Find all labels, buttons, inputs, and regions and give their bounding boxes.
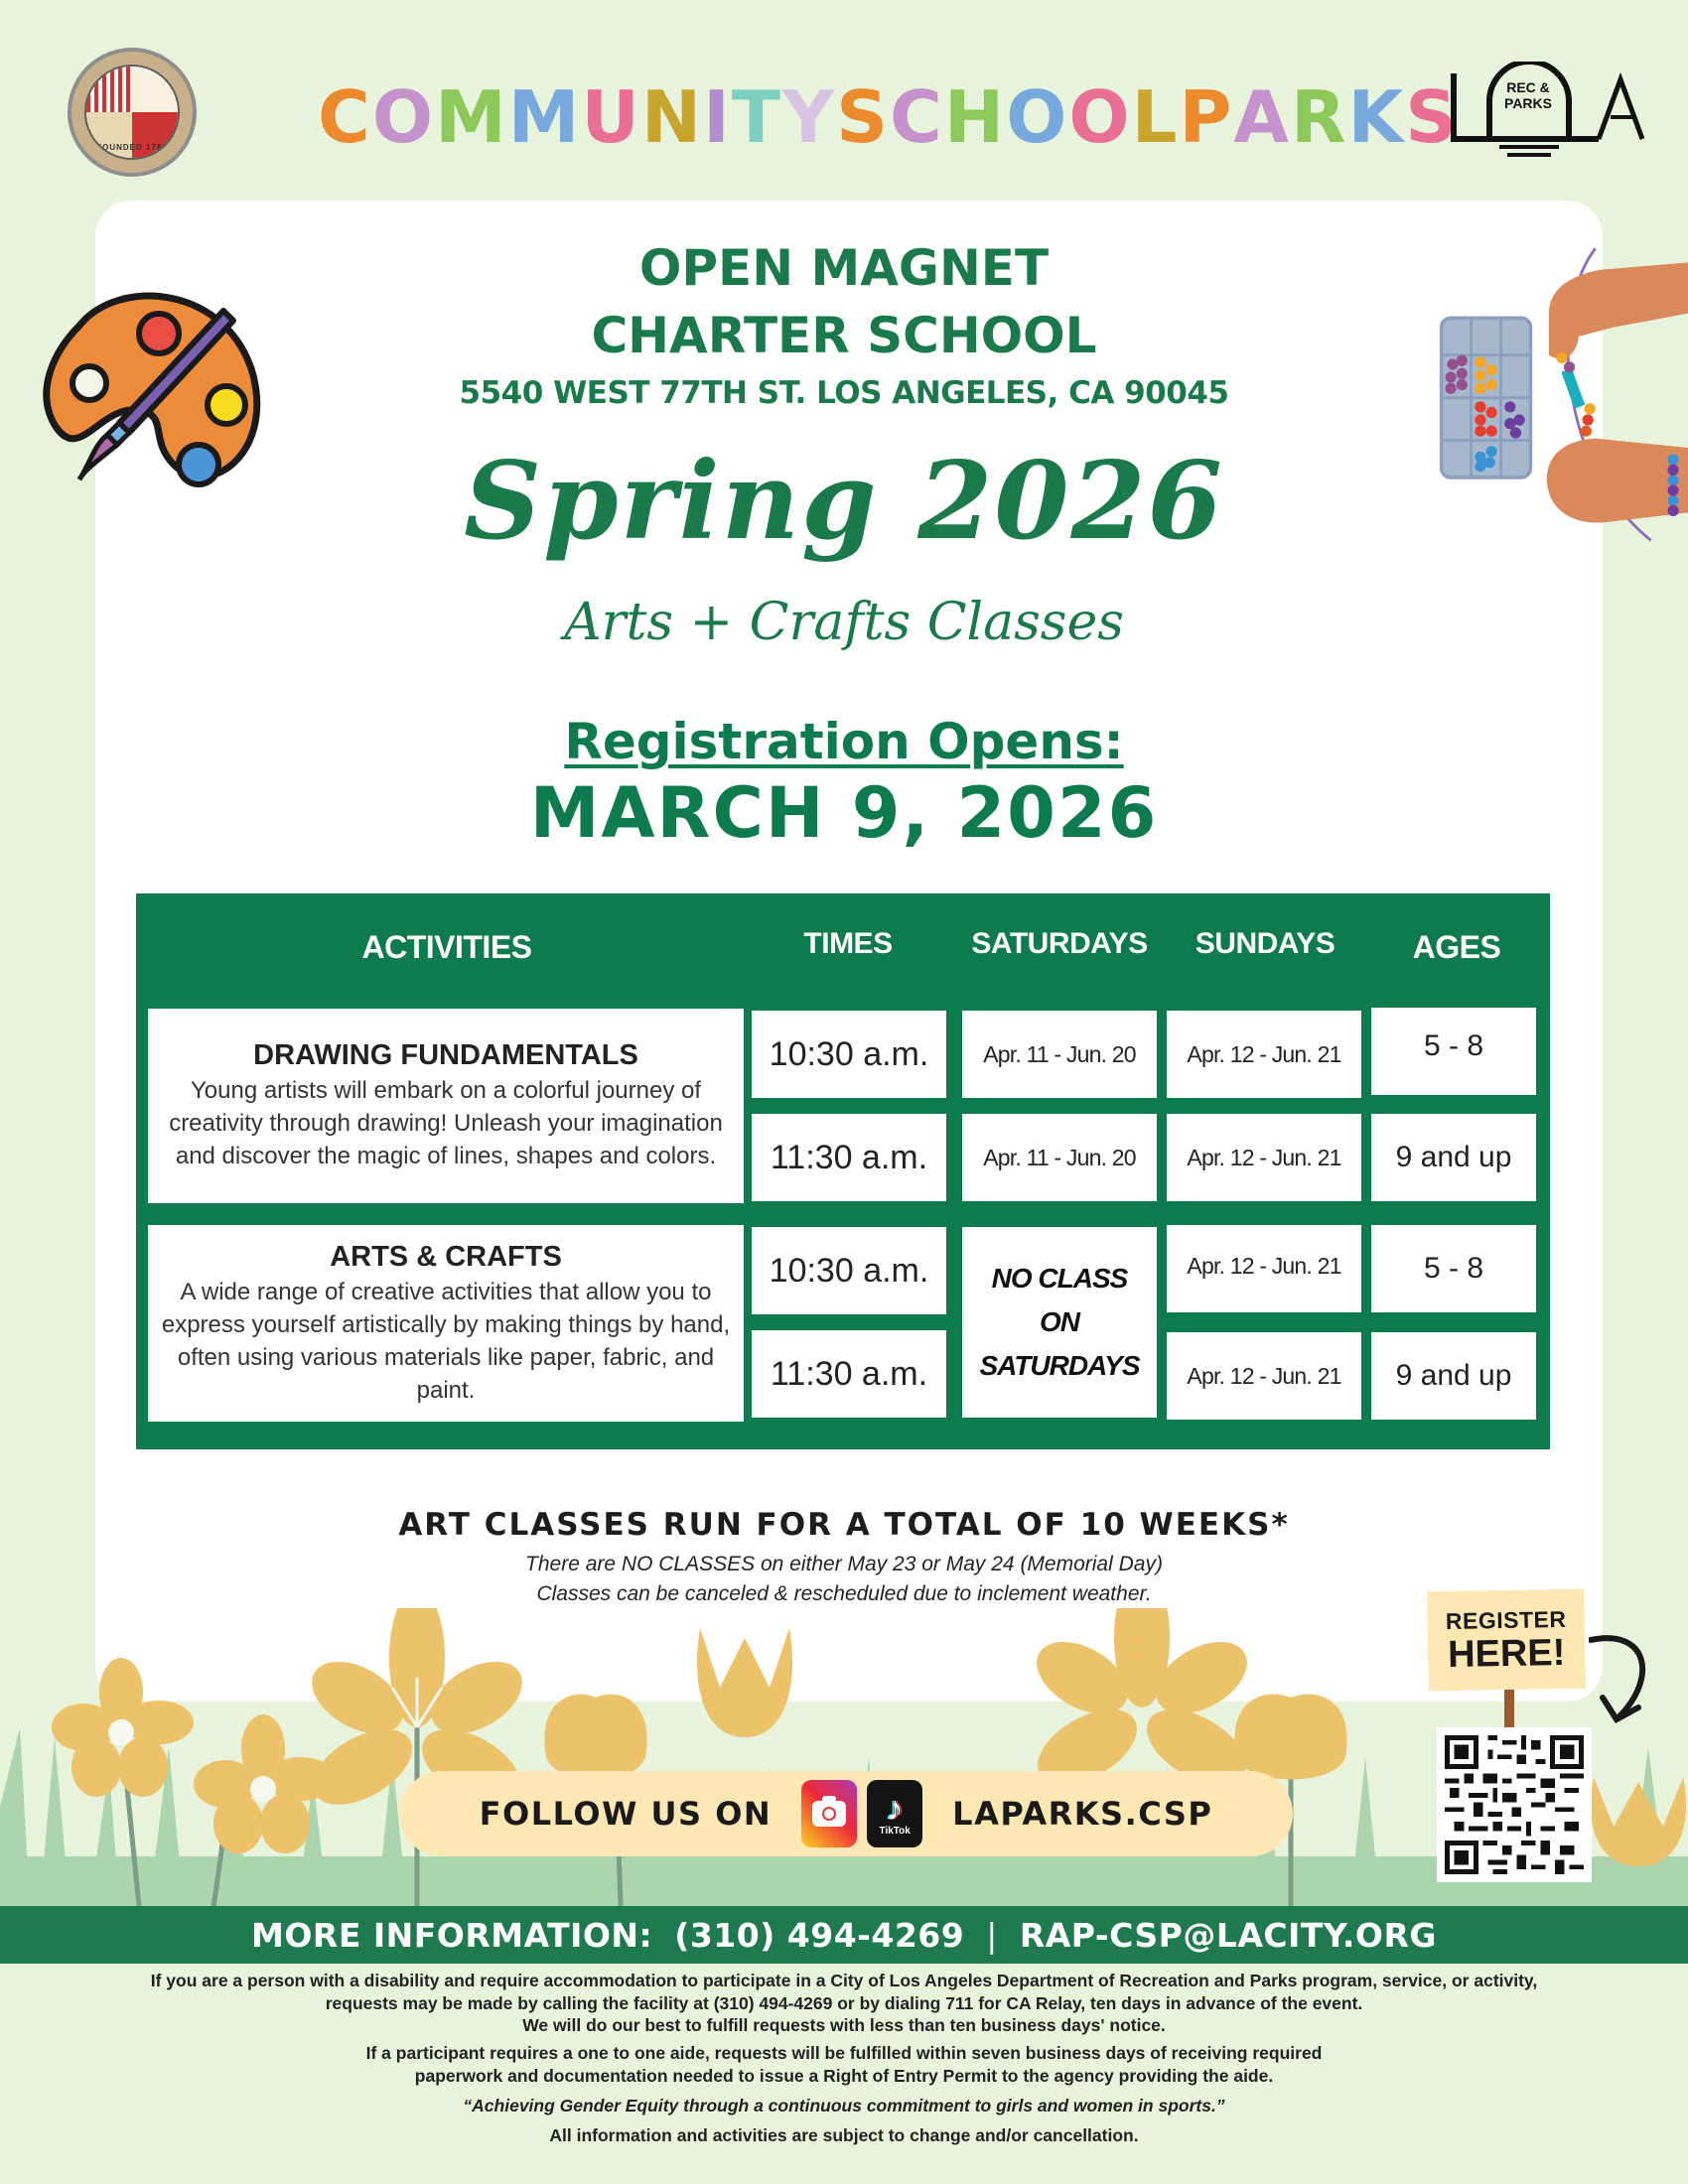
activity-description: A wide range of creative activities that allow you to express yourself artistically by making things by hand, often using various materials like paper, fabric, and paint. xyxy=(161,1278,731,1404)
class-duration-headline: ART CLASSES RUN FOR A TOTAL OF 10 WEEKS* xyxy=(398,1507,1290,1543)
title-letter: M xyxy=(507,75,582,159)
title-letter: Y xyxy=(782,75,837,159)
weather-note: Classes can be canceled & rescheduled due to inclement weather. xyxy=(536,1582,1152,1605)
sunday-dates-cell: Apr. 12 - Jun. 21 xyxy=(1167,1332,1361,1420)
title-letter: C xyxy=(890,75,944,159)
activity-description: Young artists will embark on a colorful journey of creativity through drawing! Unleash your imagination and discover the magic of lines, shapes and colors. xyxy=(169,1077,723,1169)
title-letter: O xyxy=(1068,75,1132,159)
more-info-label: MORE INFORMATION: xyxy=(251,1915,653,1955)
title-letter: K xyxy=(1347,75,1406,159)
time-cell: 10:30 a.m. xyxy=(752,1227,946,1314)
title-letter: H xyxy=(943,75,1007,159)
phone-link[interactable]: (310) 494-4269 xyxy=(674,1915,965,1955)
separator: | xyxy=(986,1915,998,1955)
school-name-line2: CHARTER SCHOOL xyxy=(591,307,1097,364)
registration-label: Registration Opens: xyxy=(564,713,1124,770)
accessibility-text-line3: We will do our best to fulfill requests with less than ten business days' notice. xyxy=(522,2015,1166,2035)
aide-policy-line2: paperwork and documentation needed to issue a Right of Entry Permit to the agency providing the aide. xyxy=(414,2066,1274,2086)
title-letter: L xyxy=(1131,75,1180,159)
ages-cell: 9 and up xyxy=(1371,1114,1536,1201)
ages-cell: 9 and up xyxy=(1371,1332,1536,1420)
registration-qr-code[interactable] xyxy=(1437,1727,1592,1882)
aide-policy-line1: If a participant requires a one to one aide, requests will be fulfilled within seven business days of receiving required xyxy=(365,2043,1323,2063)
register-here-sign: REGISTER HERE! xyxy=(1427,1589,1586,1692)
title-letter: I xyxy=(703,75,732,159)
title-letter: U xyxy=(581,75,641,159)
title-letter: M xyxy=(435,75,508,159)
header-activities: ACTIVITIES xyxy=(361,929,532,965)
rec-parks-logo xyxy=(1450,62,1658,161)
seal-shield-icon xyxy=(84,65,180,160)
follow-us-label: FOLLOW US ON xyxy=(479,1795,773,1833)
header-times: TIMES xyxy=(803,927,893,960)
program-subtitle: Arts + Crafts Classes xyxy=(564,593,1124,652)
schedule-table xyxy=(136,893,1550,1449)
social-icons xyxy=(801,1780,922,1847)
season-title: Spring 2026 xyxy=(464,439,1224,564)
accessibility-text-line1: If you are a person with a disability and require accommodation to participate in a City of Los Angeles Department of Recreation and Parks program, service, or activity, xyxy=(150,1971,1538,1990)
activity-drawing-fundamentals xyxy=(148,1009,744,1203)
title-letter: A xyxy=(1233,75,1291,159)
disclaimer-text: All information and activities are subject to change and/or cancellation. xyxy=(549,2125,1139,2145)
sunday-dates-cell: Apr. 12 - Jun. 21 xyxy=(1167,1011,1361,1098)
title-letter: O xyxy=(1006,75,1069,159)
header-saturdays: SATURDAYS xyxy=(971,927,1148,960)
title-letter: R xyxy=(1290,75,1348,159)
title-letter: C xyxy=(318,75,372,159)
time-cell: 10:30 a.m. xyxy=(752,1011,946,1098)
time-cell: 11:30 a.m. xyxy=(752,1330,946,1418)
activity-arts-and-crafts xyxy=(148,1225,744,1422)
contact-info-bar xyxy=(0,1906,1688,1964)
school-address: 5540 WEST 77TH ST. LOS ANGELES, CA 90045 xyxy=(459,375,1229,411)
activity-title: DRAWING FUNDAMENTALS xyxy=(253,1039,638,1071)
rec-parks-text: REC & PARKS xyxy=(1504,79,1552,111)
ages-cell: 5 - 8 xyxy=(1371,1225,1536,1312)
time-cell: 11:30 a.m. xyxy=(752,1114,946,1201)
social-handle-link[interactable]: LAPARKS.CSP xyxy=(952,1795,1213,1833)
tiktok-icon[interactable]: ♪ TikTok xyxy=(867,1780,922,1847)
registration-date: MARCH 9, 2026 xyxy=(529,772,1159,854)
saturday-dates-cell: Apr. 11 - Jun. 20 xyxy=(962,1114,1157,1201)
instagram-icon[interactable] xyxy=(801,1780,857,1847)
program-brand-title xyxy=(318,75,1460,159)
email-link[interactable]: RAP-CSP@LACITY.ORG xyxy=(1019,1915,1437,1955)
no-saturday-class-cell: NO CLASS ON SATURDAYS xyxy=(962,1227,1157,1418)
curved-arrow-icon xyxy=(1589,1628,1658,1727)
rec-parks-la-icon xyxy=(1450,62,1658,161)
social-follow-banner xyxy=(399,1771,1293,1856)
school-name-line1: OPEN MAGNET xyxy=(638,239,1050,297)
title-letter: N xyxy=(640,75,704,159)
header-ages: AGES xyxy=(1412,929,1501,965)
holiday-note: There are NO CLASSES on either May 23 or May 24 (Memorial Day) xyxy=(525,1553,1163,1575)
title-letter: S xyxy=(1405,75,1460,159)
title-letter: O xyxy=(371,75,436,159)
ages-cell: 5 - 8 xyxy=(1371,1008,1536,1095)
accessibility-text-line2: requests may be made by calling the facility at (310) 494-4269 or by dialing 711 for CA Relay, ten days in advance of the event. xyxy=(325,1993,1363,2013)
gender-equity-quote: “Achieving Gender Equity through a continuous commitment to girls and women in sports.” xyxy=(463,2096,1225,2116)
title-letter: P xyxy=(1179,75,1234,159)
header-sundays: SUNDAYS xyxy=(1195,927,1336,960)
title-letter: T xyxy=(731,75,783,159)
seal-text: FOUNDED 1781 xyxy=(96,143,168,152)
city-seal-logo xyxy=(68,48,197,177)
activity-title: ARTS & CRAFTS xyxy=(330,1240,562,1273)
sunday-dates-cell: Apr. 12 - Jun. 21 xyxy=(1167,1114,1361,1201)
saturday-dates-cell: Apr. 11 - Jun. 20 xyxy=(962,1011,1157,1098)
sunday-dates-cell: Apr. 12 - Jun. 21 xyxy=(1167,1225,1361,1312)
title-letter: S xyxy=(836,75,891,159)
qr-code-icon xyxy=(1445,1735,1584,1874)
